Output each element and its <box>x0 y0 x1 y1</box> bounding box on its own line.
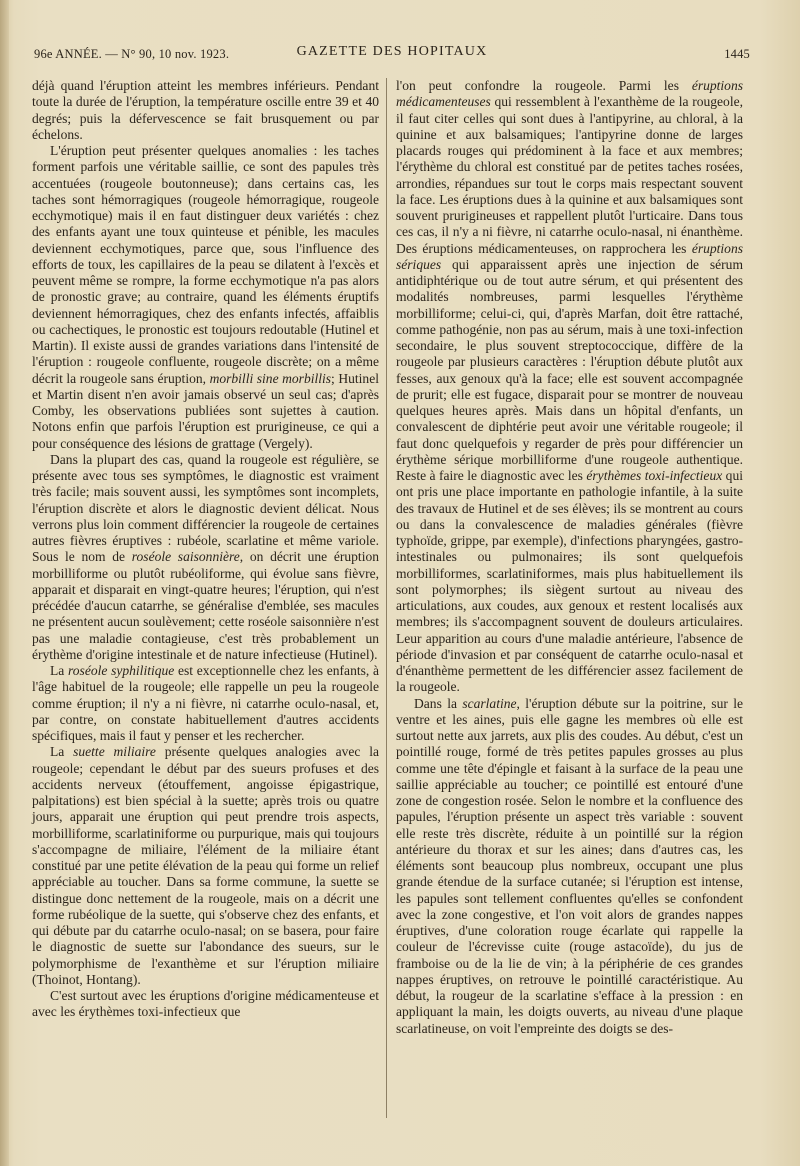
paragraph <box>396 78 743 696</box>
paragraph <box>32 663 379 744</box>
page-header <box>34 44 750 66</box>
italic-term: roséole saisonnière <box>131 549 240 565</box>
text-run: qui ressemblent à l'exanthème de la rougeole, il faut citer celles qui sont dues à l'antipyrine, au chloral, à la quinine et aux balsamiques; l'antipyrine donne de larges placards rouges qui prédominent à la face et aux membres; l'érythème du chloral est constitué par de petites taches rosées, arrondies, répandues sur tout le corps mais respectant souvent la face. Les éruptions dues à la quinine et aux balsamiques sont souvent prurigineuses et rappellent plutôt l'urticaire. Dans tous ces cas, il n'y a ni fièvre, ni catarrhe oculo-nasal, ni énanthème. Des éruptions médicamenteuses, on rapprochera les <box>396 94 743 256</box>
text-run: , l'éruption débute sur la poitrine, sur le ventre et les aines, puis elle gagne les membres où elle est surtout nette aux jarrets, aux plis des coudes. Au début, c'est un pointillé rouge, formé de très petites papules grosses au plus comme une tête d'épingle et faisant à la surface de la peau une saillie appréciable au toucher; ce pointillé est entouré d'une zone de congestion rosée. Selon le nombre et la confluence des papules, l'éruption présente un aspect très variable : souvent elle reste très discrète, réduite à un pointillé sur la région antérieure du thorax et sur les aines; dans d'autres cas, les éléments sont beaucoup plus nombreux, occupant une plus grande étendue de la surface cutanée; si l'éruption est intense, les papules sont tellement confluentes qu'elles se confondent avec la zone congestive, et l'on voit alors de grandes nappes éruptives, d'une coloration rouge écarlate qui rappelle la couleur de l'écrevisse cuite (rouge astacoïde), du jus de framboise ou de la lie de vin; à la périphérie de ces grandes nappes éruptives, on retrouve le pointillé caractéristique. Au début, la rougeur de la scarlatine s'efface à la pression : en appliquant la main, les doigts ouverts, au niveau d'une plaque scarlatineuse, on voit l'empreinte des doigts se des- <box>396 695 743 1036</box>
text-run: L'éruption peut présenter quelques anomalies : les taches forment parfois une véritable saillie, ce sont des papules très accentuées (rougeole boutonneuse); dans certains cas, les taches sont hémorragiques (rougeole hémorragique, rougeole ecchymotique) mais il en faut distinguer deux variétés : chez des enfants ayant une toux quinteuse et pénible, les macules deviennent ecchymotiques, parce que, sous l'influence des efforts de toux, les capillaires de la peau se dilatent à l'excès et peuvent même se rompre, la forme ecchymotique n'a pas alors de pronostic grave; au contraire, quand les éléments éruptifs deviennent hémorragiques, chez des enfants infectés, affaiblis ou cachectiques, le pronostic est toujours redoutable (Hutinel et Martin). Il existe aussi de grandes variations dans l'intensité de l'éruption : rougeole confluente, rougeole discrète; on a même décrit la rougeole sans éruption, <box>32 143 379 386</box>
italic-term: roséole syphilitique <box>68 663 175 678</box>
paragraph <box>32 744 379 988</box>
italic-term: érythèmes toxi-infectieux <box>586 468 723 483</box>
text-run: C'est surtout avec les éruptions d'origine médicamenteuse et avec les érythèmes toxi-infectieux que <box>32 988 379 1020</box>
page-fold-shadow <box>0 0 9 1166</box>
italic-term: éruptions sériques <box>396 240 743 272</box>
text-run: déjà quand l'éruption atteint les membres inférieurs. Pendant toute la durée de l'éruption, la température oscille entre 39 et 40 degrés; puis la défervescence se fait brusquement ou par échelons. <box>32 78 379 142</box>
paragraph <box>32 452 379 663</box>
text-run: Dans la <box>414 695 463 711</box>
text-run: Dans la plupart des cas, quand la rougeole est régulière, se présente avec tous ses symptômes, le diagnostic est vraiment très facile; mais souvent aussi, les symptômes sont incomplets, l'éruption discrète et alors le diagnostic devient délicat. Nous verrons plus loin comment différencier la rougeole de certaines autres fièvres éruptives : rubéole, scarlatine et même variole. Sous le nom de <box>32 451 379 565</box>
right-text-column <box>396 78 743 1037</box>
text-run: La <box>50 744 74 760</box>
left-text-column <box>32 78 379 1021</box>
text-run: est exceptionnelle chez les enfants, à l'âge habituel de la rougeole; elle rappelle un peu la rougeole comme éruption; il n'y a ni fièvre, ni catarrhe oculo-nasal, et, par contre, on constate habituellement d'autres accidents spécifiques, mais il faut y penser et les rechercher. <box>32 663 379 743</box>
text-run: qui ont pris une place importante en pathologie infantile, à la suite des travaux de Hutinel et de ses élèves; ils se montrent au cours ou dans la convalescence de maladies générales (fièvre typhoïde, grippe, par exemple), d'infections pharyngées, gastro-intestinales ou pulmonaires; ils sont quelquefois morbilliformes, scarlatiniformes, mais plus habituellement ils sont polymorphes; ils siègent surtout au niveau des articulations, aux coudes, aux genoux et restent localisés aux membres; ils s'accompagnent souvent de douleurs articulaires. Leur apparition au cours d'une maladie antérieure, l'absence de période d'invasion et par conséquent de catarrhe oculo-nasal et d'énanthème permettent de les différencier assez facilement de la rougeole. <box>396 468 743 695</box>
journal-title: GAZETTE DES HOPITAUX <box>296 44 488 59</box>
text-run: qui apparaissent après une injection de sérum antidiphtérique ou de tout autre sérum, et qui présentent des modalités nombreuses, parmi lesquelles l'érythème morbilliforme; celui-ci, qui, d'après Marfan, doit être rattaché, comme pathogénie, non pas au sérum, mais à une toxi-infection secondaire, le plus souvent streptococcique, diffère de la rougeole par plusieurs caractères : l'éruption débute plutôt aux fesses, aux genoux qu'à la face; elle est souvent accompagnée de prurit; elle est fugace, disparait pour se montrer de nouveau quelques heures après. Mais dans un hôpital d'enfants, un convalescent de diphtérie peut avoir une véritable rougeole; il faut donc quelquefois y regarder de près pour différencier un érythème sérique morbilliforme d'une rougeole authentique. Reste à faire le diagnostic avec les <box>396 256 743 483</box>
paragraph <box>32 143 379 452</box>
column-divider <box>386 78 387 1118</box>
paragraph <box>32 988 379 1021</box>
page-number: 1445 <box>724 47 750 61</box>
text-run: l'on peut confondre la rougeole. Parmi les <box>396 78 692 93</box>
text-run: ; Hutinel et Martin disent n'en avoir jamais observé un seul cas; d'après Comby, les observations publiées sont sujettes à caution. Notons enfin que parfois l'éruption est prurigineuse, ce qui a pour conséquence des lésions de grattage (Vergely). <box>32 370 379 451</box>
text-run: présente quelques analogies avec la rougeole; cependant le début par des sueurs profuses et des accidents nerveux (étouffement, angoisse épigastrique, palpitations) est bien spécial à la suette; après trois ou quatre jours, apparait une éruption qui peut prendre trois aspects, morbilliforme, scarlatiniforme ou purpurique, mais qui toujours s'accompagne de miliaire, l'élément de la miliaire étant constitué par une petite élévation de la peau qui forme un relief appréciable au toucher. Dans sa forme commune, la suette se distingue donc nettement de la rougeole, mais on a décrit une forme rubéolique de la suette, qui s'observe chez des enfants, et qui débute par du catarrhe oculo-nasal; on se basera, pour faire le diagnostic de suette sur l'abondance des sueurs, sur le polymorphisme de l'exanthème et sur l'éruption miliaire (Thoinot, Hontang). <box>32 744 379 987</box>
italic-term: éruptions médicamenteuses <box>396 78 743 110</box>
text-run: , on décrit une éruption morbilliforme ou plutôt rubéoliforme, qui évolue sans fièvre, apparait et disparait en vingt-quatre heures; l'éruption, qui n'est précédée d'aucun catarrhe, se généralise d'emblée, ses macules ne présentent aucun soulèvement; cette roséole saisonnière n'est pas une maladie contagieuse, c'est très probablement un érythème d'origine intestinale et de nature infectieuse (Hutinel). <box>32 549 379 662</box>
italic-term: scarlatine <box>462 695 517 711</box>
italic-term: suette miliaire <box>73 744 156 760</box>
italic-term: morbilli sine morbillis <box>209 370 332 386</box>
paragraph <box>396 696 743 1037</box>
issue-info: 96e ANNÉE. — N° 90, 10 nov. 1923. <box>34 47 230 61</box>
text-run: La <box>50 663 68 678</box>
paragraph <box>32 78 379 143</box>
